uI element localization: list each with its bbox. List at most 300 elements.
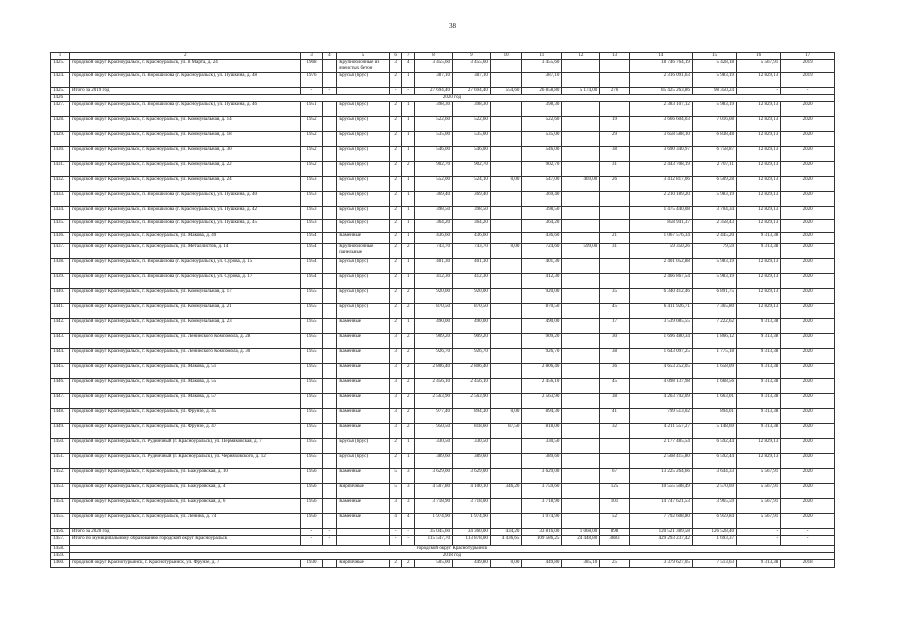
row-number-cell: 1442.	[51, 319, 70, 334]
data-cell: 5 983,19	[692, 102, 736, 117]
data-cell: 535,00	[522, 132, 562, 147]
data-cell: 1 693,37	[692, 536, 736, 546]
data-cell: 2	[389, 102, 402, 117]
table-row	[51, 334, 835, 349]
data-cell: 799 513,02	[629, 409, 692, 424]
data-cell: 2	[389, 162, 402, 177]
data-cell: 3 718,90	[415, 499, 453, 514]
data-cell: 2	[389, 439, 402, 454]
data-cell: 3 690 340,97	[629, 147, 692, 162]
data-cell: 1	[402, 233, 415, 244]
data-cell: 3	[402, 484, 415, 499]
data-cell: -	[781, 88, 835, 95]
data-cell	[490, 469, 522, 484]
data-cell: Брусья (брус)	[337, 102, 390, 117]
table-row	[51, 259, 835, 274]
data-cell: 1	[402, 132, 415, 147]
data-cell: 449,80	[522, 560, 562, 568]
data-cell: 9 313,38	[737, 349, 781, 364]
data-cell: 4 098 137,98	[629, 379, 692, 394]
row-number-cell: 1446.	[51, 379, 70, 394]
data-cell: Брусья (брус)	[337, 147, 390, 162]
data-cell	[490, 147, 522, 162]
data-cell: 125	[600, 484, 629, 499]
address-cell: городской округ Красноуральск, г. Красноуральск, ул. Фрунзе, д. 45	[69, 409, 301, 424]
data-cell: 398,50	[452, 207, 490, 220]
data-cell: 9 313,38	[737, 379, 781, 394]
data-cell: 1	[402, 117, 415, 132]
data-cell	[322, 469, 337, 484]
data-cell: 36	[600, 364, 629, 379]
data-cell: 401,30	[452, 259, 490, 274]
data-cell: 6 838,48	[692, 132, 736, 147]
address-cell: городской округ Красноуральск, г. Красноуральск, ул. Коммунальная, д. 22	[69, 162, 301, 177]
data-cell: Каменные	[337, 469, 390, 484]
data-cell: 1955	[301, 334, 322, 349]
address-cell: городской округ Красноуральск, г. Красноуральск, ул. Бажуровская, д. 4	[69, 484, 301, 499]
data-cell: 2020	[781, 244, 835, 259]
data-cell: 6 340 412,46	[629, 289, 692, 304]
data-cell: 2 401 052,88	[629, 259, 692, 274]
data-cell: Кирпичные	[337, 484, 390, 499]
data-cell: 401,30	[415, 259, 453, 274]
address-cell: городской округ Красноуральск, г. Красноуральск, ул. Бажуровская, д. 10	[69, 469, 301, 484]
data-cell: 2019	[781, 60, 835, 73]
data-cell: Кирпичные	[337, 560, 390, 568]
data-cell: 2 456,10	[522, 379, 562, 394]
data-cell: Брусья (брус)	[337, 259, 390, 274]
address-cell: городской округ Красноуральск, п. Ворошилова (г. Красноуральск), ул. Сурова, д. 15	[69, 259, 301, 274]
data-cell	[562, 220, 600, 233]
data-cell: 5	[389, 484, 402, 499]
data-cell: 2 456,10	[452, 379, 490, 394]
data-cell: Каменные	[337, 394, 390, 409]
data-cell: 385,10	[562, 560, 600, 568]
address-cell: городской округ Красноуральск, п. Рудничный (г. Красноуральск), ул. Пермяковская, д. 7	[69, 439, 301, 454]
data-cell: 41	[600, 409, 629, 424]
data-cell: 369,40	[522, 192, 562, 207]
data-cell: 1951	[301, 102, 322, 117]
data-cell: 2 806,40	[415, 364, 453, 379]
row-number-cell: 1426	[51, 95, 70, 102]
data-cell: 522,60	[452, 117, 490, 132]
data-cell: 1	[402, 274, 415, 289]
data-cell: 5 567,91	[737, 484, 781, 499]
table-row	[51, 102, 835, 117]
data-cell: 3 718,90	[522, 499, 562, 514]
column-number-cell: 10	[490, 53, 522, 60]
data-cell: Брусья (брус)	[337, 162, 390, 177]
table-row	[51, 484, 835, 499]
row-number-cell: 1424.	[51, 73, 70, 88]
data-cell: -	[322, 88, 337, 95]
address-cell: городской округ Красноуральск, г. Красноуральск, ул. Коммунальная, д. 17	[69, 289, 301, 304]
data-cell: 926,70	[415, 349, 453, 364]
data-cell: 18 746 764,19	[629, 60, 692, 73]
data-cell: 7 016,08	[692, 117, 736, 132]
data-cell: 52	[600, 514, 629, 529]
data-cell	[562, 73, 600, 88]
data-cell: 31	[600, 244, 629, 259]
data-cell: Брусья (брус)	[337, 289, 390, 304]
data-cell	[322, 560, 337, 568]
data-cell	[322, 424, 337, 439]
data-cell: 9 313,38	[737, 233, 781, 244]
row-number-cell: 1436.	[51, 233, 70, 244]
data-cell: 398,30	[415, 102, 453, 117]
data-cell: -	[301, 536, 322, 546]
data-cell	[600, 60, 629, 73]
address-cell: городской округ Красноуральск, п. Ворошилова (г. Красноуральск), ул. Пушкина, д. 46	[69, 102, 301, 117]
data-cell: 412,30	[522, 274, 562, 289]
table-row	[51, 147, 835, 162]
data-cell: 330,50	[522, 439, 562, 454]
data-cell: 45	[600, 379, 629, 394]
data-cell: 25	[600, 560, 629, 568]
data-cell: Брусья (брус)	[337, 220, 390, 233]
data-cell: 6 758,87	[692, 147, 736, 162]
data-cell: -	[389, 88, 402, 95]
data-cell	[562, 454, 600, 469]
data-cell: 546,00	[452, 147, 490, 162]
data-cell: Каменные	[337, 233, 390, 244]
row-number-cell: 1451.	[51, 454, 70, 469]
data-cell: Брусья (брус)	[337, 132, 390, 147]
data-cell: 546,00	[522, 147, 562, 162]
data-cell: 2 443 708,19	[629, 162, 692, 177]
data-cell: 2020	[781, 259, 835, 274]
table-row	[51, 379, 835, 394]
data-cell: 27 694,40	[452, 88, 490, 95]
data-cell: 389,60	[415, 454, 453, 469]
data-cell: 2020	[781, 484, 835, 499]
table-row	[51, 207, 835, 220]
data-cell: 3	[389, 379, 402, 394]
data-cell: 0,00	[490, 177, 522, 192]
data-cell: 2 568 415,80	[629, 454, 692, 469]
data-cell	[562, 207, 600, 220]
data-cell: 2	[402, 304, 415, 319]
address-cell: городской округ Красноуральск, г. Красноуральск, ул. Ленинского Комсомола, д. 30	[69, 349, 301, 364]
data-cell: 2020	[781, 207, 835, 220]
data-cell: -	[389, 536, 402, 546]
data-cell: 436,60	[415, 233, 453, 244]
data-cell: 3 455,60	[452, 60, 490, 73]
data-cell: 2020	[781, 469, 835, 484]
address-cell: городской округ Красноуральск, г. Красноуральск, ул. Фрунзе, д. 47	[69, 424, 301, 439]
row-number-cell: 1438.	[51, 259, 70, 274]
data-cell: 818,60	[452, 424, 490, 439]
data-cell: 9 313,38	[737, 424, 781, 439]
data-cell: Брусья (брус)	[337, 192, 390, 207]
column-number-cell: 16	[737, 53, 781, 60]
data-cell	[490, 334, 522, 349]
data-cell: 2	[402, 334, 415, 349]
data-cell: 2 466 867,54	[629, 274, 692, 289]
data-cell: 4 436,65	[490, 536, 522, 546]
data-cell: 434,20	[490, 529, 522, 536]
data-cell	[600, 274, 629, 289]
data-cell: 2	[402, 364, 415, 379]
row-number-cell: 1435.	[51, 220, 70, 233]
data-cell	[600, 73, 629, 88]
data-cell: 1956	[301, 514, 322, 529]
data-cell: -	[389, 529, 402, 536]
data-cell: 894,30	[452, 409, 490, 424]
data-cell: 1955	[301, 454, 322, 469]
data-cell: 1 475 440,08	[629, 207, 692, 220]
data-cell	[490, 162, 522, 177]
row-number-cell: 1429.	[51, 132, 70, 147]
data-cell: 2020	[781, 102, 835, 117]
table-row	[51, 220, 835, 233]
data-cell	[562, 233, 600, 244]
data-cell: 5 148,69	[692, 424, 736, 439]
data-cell: 909,20	[522, 334, 562, 349]
data-cell	[337, 529, 390, 536]
data-cell: 12 829,13	[737, 220, 781, 233]
table-row	[51, 409, 835, 424]
data-cell: 3 455,60	[522, 60, 562, 73]
data-cell: 858 941,37	[629, 220, 692, 233]
data-cell: 17	[600, 319, 629, 334]
data-cell: 6 509,28	[692, 177, 736, 192]
data-cell: Каменные	[337, 349, 390, 364]
data-cell	[322, 319, 337, 334]
data-cell: 330,50	[415, 439, 453, 454]
data-cell: 19	[600, 117, 629, 132]
data-cell	[562, 439, 600, 454]
data-cell: 469,00	[562, 177, 600, 192]
data-cell: 6 891,75	[692, 289, 736, 304]
table-row	[51, 132, 835, 147]
data-cell: 38	[600, 147, 629, 162]
data-cell	[600, 439, 629, 454]
row-number-cell: 1457.	[51, 536, 70, 546]
data-cell: 7 513,63	[692, 560, 736, 568]
data-cell: 1	[402, 102, 415, 117]
data-cell: 2020	[781, 117, 835, 132]
data-cell: 920,00	[452, 289, 490, 304]
data-cell: 977,40	[415, 409, 453, 424]
data-cell: 5 567,91	[737, 499, 781, 514]
data-cell: 12 829,13	[737, 162, 781, 177]
data-cell: 2	[389, 177, 402, 192]
data-cell: 2	[389, 274, 402, 289]
data-cell: 554,60	[490, 88, 522, 95]
data-cell: 1	[402, 73, 415, 88]
data-cell: 1	[402, 319, 415, 334]
data-cell: 5 567,91	[737, 60, 781, 73]
section-row	[51, 95, 835, 102]
row-number-cell: 1444.	[51, 349, 70, 364]
data-cell	[322, 60, 337, 73]
data-cell: 1	[402, 454, 415, 469]
data-cell: Брусья (брус)	[337, 73, 390, 88]
data-cell: 3883	[600, 536, 629, 546]
data-cell: 6 592,44	[692, 454, 736, 469]
data-cell	[322, 499, 337, 514]
data-cell: 32	[600, 424, 629, 439]
data-cell: 113 878,00	[452, 536, 490, 546]
row-number-cell: 1452.	[51, 469, 70, 484]
data-cell: Крупноблочные панельные	[337, 244, 390, 259]
data-cell	[322, 484, 337, 499]
data-cell: 2 707,11	[692, 162, 736, 177]
data-cell	[322, 207, 337, 220]
data-cell: 5 567,91	[737, 514, 781, 529]
row-number-cell: 1425.	[51, 88, 70, 95]
address-cell: городской округ Красноуральск, г. Красноуральск, ул. Коммунальная, д. 21	[69, 304, 301, 319]
data-cell: 0,00	[490, 409, 522, 424]
row-number-cell: 1440.	[51, 289, 70, 304]
data-cell: -	[402, 529, 415, 536]
data-cell	[562, 319, 600, 334]
data-cell	[322, 454, 337, 469]
data-cell: 67	[600, 469, 629, 484]
data-cell: 1954	[301, 259, 322, 274]
data-cell: 2 358,43	[692, 220, 736, 233]
row-number-cell: 1441.	[51, 304, 70, 319]
data-cell: 24 448,80	[562, 536, 600, 546]
data-cell: 2020	[781, 289, 835, 304]
data-cell: 902,70	[452, 162, 490, 177]
data-cell: 522,60	[522, 117, 562, 132]
data-cell: 3 379 627,05	[629, 560, 692, 568]
data-cell: 3 666 604,03	[629, 117, 692, 132]
column-number-cell: 2	[69, 53, 301, 60]
data-cell: 5 983,19	[692, 192, 736, 207]
data-cell	[490, 274, 522, 289]
table-row	[51, 529, 835, 536]
address-cell: городской округ Красноуральск, п. Ворошилова (г. Красноуральск), ул. Пушкина, д. 48	[69, 73, 301, 88]
data-cell: 2	[389, 319, 402, 334]
data-cell	[562, 117, 600, 132]
data-cell: Каменные	[337, 514, 390, 529]
data-cell: 12 829,13	[737, 304, 781, 319]
data-cell	[490, 379, 522, 394]
data-cell: 3 759,60	[522, 484, 562, 499]
row-number-cell: 1447.	[51, 394, 70, 409]
data-cell: 364,20	[522, 220, 562, 233]
data-cell: Брусья (брус)	[337, 207, 390, 220]
data-cell	[600, 220, 629, 233]
data-cell: 7 792 608,80	[629, 514, 692, 529]
data-cell: 35	[600, 289, 629, 304]
data-cell: Крупноблочные из ячеистых бетон	[337, 60, 390, 73]
address-cell: городской округ Красноуральск, г. Красноуральск, ул. Ленина, д. 74	[69, 514, 301, 529]
table-row	[51, 60, 835, 73]
data-cell: 1 663,01	[692, 394, 736, 409]
data-cell	[490, 319, 522, 334]
data-cell: 85 425 263,86	[629, 88, 692, 95]
data-cell: 894,01	[692, 409, 736, 424]
data-cell: 449,80	[452, 560, 490, 568]
data-cell: 12 829,13	[737, 207, 781, 220]
data-cell	[322, 394, 337, 409]
data-cell: Каменные	[337, 334, 390, 349]
data-cell: 5 983,19	[692, 274, 736, 289]
data-cell: 1956	[301, 469, 322, 484]
data-cell: 10 555 508,49	[629, 484, 692, 499]
data-cell: 1955	[301, 349, 322, 364]
data-cell	[490, 220, 522, 233]
data-cell	[490, 102, 522, 117]
row-number-cell: 1445.	[51, 364, 70, 379]
data-cell: 1	[402, 439, 415, 454]
data-cell: 401,30	[522, 259, 562, 274]
address-cell: городской округ Красноуральск, г. Красноуральск, ул. Бажуровская, д. 6	[69, 499, 301, 514]
data-cell: 12 829,13	[737, 274, 781, 289]
data-cell: 2020	[781, 514, 835, 529]
data-cell: -	[301, 529, 322, 536]
data-cell	[322, 439, 337, 454]
data-cell: 2020	[781, 304, 835, 319]
data-cell: 276	[600, 88, 629, 95]
data-cell: 3	[389, 499, 402, 514]
data-cell: 2	[389, 192, 402, 207]
data-cell: 2	[389, 304, 402, 319]
address-cell: городской округ Краснотурьинск, г. Краснотурьинск, ул. Фрунзе, д. 7	[69, 560, 301, 568]
table-row	[51, 364, 835, 379]
data-cell: 1952	[301, 117, 322, 132]
data-cell: 45	[600, 304, 629, 319]
data-cell: 9 313,38	[737, 244, 781, 259]
data-cell: 2020	[781, 454, 835, 469]
data-cell: -	[301, 88, 322, 95]
row-number-cell: 1459.	[51, 553, 70, 560]
data-cell: Брусья (брус)	[337, 304, 390, 319]
data-cell: 1955	[301, 289, 322, 304]
data-cell: 2	[402, 560, 415, 568]
address-cell: городской округ Красноуральск, г. Красноуральск, ул. Коммунальная, д. 24	[69, 177, 301, 192]
row-number-cell: 1448.	[51, 409, 70, 424]
data-cell: 909,20	[452, 334, 490, 349]
data-cell: 101	[600, 499, 629, 514]
table-row	[51, 469, 835, 484]
data-cell: Брусья (брус)	[337, 439, 390, 454]
data-cell: 364,20	[452, 220, 490, 233]
data-cell: 30	[600, 334, 629, 349]
data-cell	[490, 364, 522, 379]
data-cell: 2 806,40	[452, 364, 490, 379]
data-cell: 2	[402, 394, 415, 409]
data-cell	[322, 233, 337, 244]
data-cell: 12 829,13	[737, 289, 781, 304]
data-cell: 2020	[781, 319, 835, 334]
data-cell: 12 829,13	[737, 147, 781, 162]
data-cell: 2020	[781, 364, 835, 379]
data-cell: 1952	[301, 147, 322, 162]
data-cell: 12 829,13	[737, 117, 781, 132]
data-cell: 109 586,25	[522, 536, 562, 546]
data-cell: 1 866,12	[692, 334, 736, 349]
table-row	[51, 233, 835, 244]
data-cell: 5 983,19	[692, 259, 736, 274]
data-cell: 3 718,00	[452, 499, 490, 514]
data-cell: 1 643 097,25	[629, 349, 692, 364]
data-cell	[562, 162, 600, 177]
data-cell: 26 858,80	[522, 88, 562, 95]
data-cell: 3 658 588,10	[629, 132, 692, 147]
data-cell: 2	[389, 233, 402, 244]
data-cell: 546,00	[415, 147, 453, 162]
data-cell: 894,30	[522, 409, 562, 424]
data-cell	[322, 364, 337, 379]
data-cell	[600, 102, 629, 117]
data-cell: 743,70	[415, 244, 453, 259]
table-row	[51, 192, 835, 207]
